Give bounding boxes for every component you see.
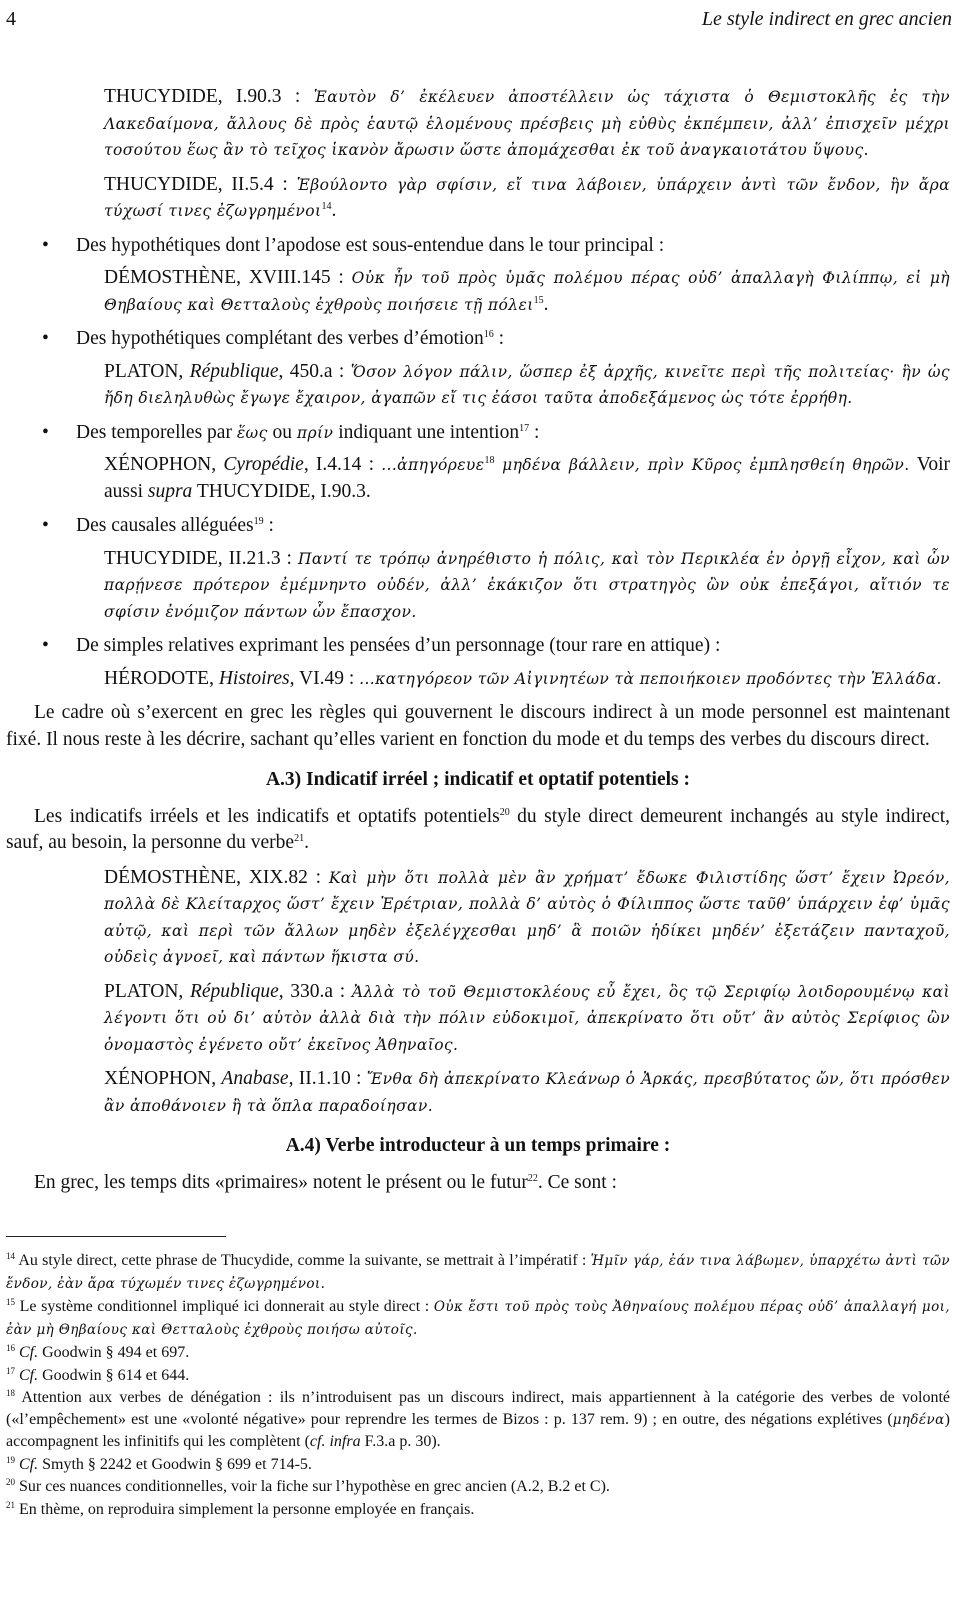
- greek-quote: Ἀλλὰ τὸ τοῦ Θεμιστοκλέους εὖ ἔχει, ὃς τῷ Σεριφίῳ λοιδορουμένῳ καὶ λέγοντι ὅτι οὐ δι’ αὑτὸν ἀλλὰ διὰ τὴν πόλιν εὐδοκιμοῖ, ἀπεκρίνατο ὅτι οὔτ’ ἂν αὐτὸς Σερίφιος ὢν ὀνομαστὸς ἐγένετο οὔτ’ ἐκεῖνος Ἀθηναῖος.: [104, 982, 950, 1054]
- supra: supra: [147, 480, 193, 502]
- author: XÉNOPHON: [104, 1068, 212, 1089]
- bullet-item: [6, 326, 950, 353]
- punct: ,: [209, 667, 219, 689]
- quote-thucydide-3: [6, 546, 950, 626]
- footnote-text: Goodwin § 494 et 697.: [38, 1344, 190, 1361]
- greek-quote: μηδένα βάλλειν, πρὶν Κῦρος ἐμπλησθείη θηρῶν.: [494, 456, 910, 474]
- footnote-ref: 22: [527, 1172, 538, 1184]
- bullet-icon: •: [42, 515, 49, 536]
- footnote-text: Goodwin § 614 et 644.: [38, 1366, 190, 1384]
- footnote-text: Attention aux verbes de dénégation : ils n’introduisent pas un discours indirect, mais appartiennent à la catégorie des verbes de volonté («l’empêchement» est une «volonté négative» pour reprendre les termes de Bizos : p. 137 rem. 9) ; en outre, des négations explétives (: [6, 1389, 950, 1428]
- punct: ,: [178, 360, 190, 382]
- work-title: République: [189, 980, 279, 1002]
- greek-word: πρίν: [296, 423, 334, 442]
- text: En grec, les temps dits «primaires» notent le présent ou le futur: [34, 1171, 528, 1193]
- reference: , 450.a :: [278, 360, 351, 382]
- footnote-text: Sur ces nuances conditionnelles, voir la fiche sur l’hypothèse en grec ancien (A.2, B.2 et C).: [15, 1478, 610, 1495]
- author: HÉRODOTE: [104, 667, 210, 689]
- author: XÉNOPHON: [104, 454, 212, 475]
- running-title: Le style indirect en grec ancien: [701, 8, 952, 30]
- footnote-text: Smyth § 2242 et Goodwin § 699 et 714-5.: [38, 1455, 312, 1473]
- author: THUCYDIDE: [104, 547, 218, 569]
- author: DÉMOSTHÈNE: [104, 267, 237, 288]
- bullet-text: Des temporelles par: [76, 421, 237, 443]
- page-header: [6, 8, 952, 34]
- greek-quote: Ἔνθα δὴ ἀπεκρίνατο Κλεάνωρ ὁ Ἀρκάς, πρεσβύτατος ὤν, ὅτι πρόσθεν ἂν ἀποθάνοιεν ἢ τὰ ὅπλα παραδοίησαν.: [104, 1070, 951, 1115]
- footnote-divider: [6, 1236, 226, 1237]
- bullet-icon: •: [42, 234, 49, 256]
- greek-quote: Ἑαυτὸν δ’ ἐκέλευεν ἀποστέλλειν ὡς τάχιστα ὁ Θεμιστοκλῆς ἐς τὴν Λακεδαίμονα, ἄλλους δὲ πρὸς ἑαυτῷ ἑλομένους πρέσβεις μὴ εὐθὺς ἐκπέμπειν, ἀλλ’ ἐπισχεῖν μέχρι τοσούτου ἕως ἂν τὸ τεῖχος ἱκανὸν ἄρωσιν ὥστε ἀπομάχεσθαι ἐκ τοῦ ἀναγκαιοτάτου ὕψους.: [104, 88, 950, 159]
- footnote-ref: 14: [321, 201, 332, 212]
- footnote-18: [6, 1387, 950, 1453]
- greek-quote: Οὐκ ἔστι τοῦ πρὸς τοὺς Ἀθηναίους πολέμου πέρας οὐδ’ ἀπαλλαγή μοι, ἐὰν μὴ Θηβαίους καὶ Θετταλοὺς ἐχθροὺς ποιήσω αὐτοῖς.: [6, 1299, 950, 1338]
- footnote-15: [6, 1296, 950, 1341]
- punct: :: [263, 515, 274, 536]
- punct: :: [493, 328, 505, 349]
- footnote-ref: 17: [519, 422, 530, 434]
- footnote-text: Au style direct, cette phrase de Thucydide, comme la suivante, se mettrait à l’impératif :: [15, 1252, 591, 1269]
- quote-herodote-1: [6, 666, 950, 693]
- cf: Cf.: [19, 1455, 39, 1473]
- greek-quote: ...ἀπηγόρευε: [381, 456, 485, 474]
- bullet-item: [6, 233, 950, 260]
- bullet-text: Des hypothétiques dont l’apodose est sous-entendue dans le tour principal :: [76, 234, 665, 256]
- reference: , XVIII.145 :: [236, 267, 352, 288]
- footnote-ref: 19: [253, 516, 264, 527]
- text: du style direct demeurent inchangés au style indirect, sauf, au besoin, la personne du verbe: [6, 805, 950, 853]
- author: THUCYDIDE: [104, 86, 218, 107]
- footnotes: [6, 1250, 950, 1521]
- punct: ,: [211, 1068, 222, 1089]
- bullet-icon: •: [42, 421, 49, 443]
- quote-demosthene-1: [6, 265, 950, 318]
- quote-platon-2: [6, 979, 950, 1059]
- footnote-number: 20: [6, 1477, 15, 1487]
- text: . Ce sont :: [537, 1171, 617, 1193]
- footnote-number: 19: [6, 1454, 15, 1465]
- text: Voir aussi: [104, 454, 950, 502]
- author: DÉMOSTHÈNE: [104, 866, 237, 888]
- quote-thucydide-1: [6, 84, 950, 164]
- reference: , I.90.3.: [310, 480, 371, 502]
- reference: , II.5.4 :: [217, 173, 297, 195]
- footnote-number: 15: [6, 1297, 15, 1307]
- greek-word: μηδένα: [892, 1411, 945, 1428]
- reference: , II.21.3 :: [217, 547, 298, 569]
- greek-quote: Ὅσον λόγον πάλιν, ὥσπερ ἐξ ἀρχῆς, κινεῖτε περὶ τῆς πολιτείας· ἣν ὡς ἤδη διεληλυθὼς ἔγωγε ἔχαιρον, ἀγαπῶν εἴ τις ἐάσοι ταῦτα ἀποδεξάμενος ὡς τότε ἐρρήθη.: [104, 362, 950, 407]
- page-number: 4: [6, 8, 16, 30]
- greek-quote: Ἐβούλοντο γὰρ σφίσιν, εἴ τινα λάβοιεν, ὑπάρχειν ἀντὶ τῶν ἔνδον, ἢν ἄρα τύχωσί τινες ἐζωγρημένοι: [104, 175, 950, 220]
- work-title: Anabase: [221, 1068, 289, 1089]
- section-heading-a4: A.4) Verbe introducteur à un temps primaire :: [285, 1135, 671, 1156]
- cf: Cf.: [19, 1366, 39, 1384]
- footnote-number: 17: [6, 1365, 15, 1376]
- footnote-ref: 18: [484, 455, 495, 466]
- quote-thucydide-2: [6, 172, 950, 225]
- footnote-number: 21: [6, 1499, 15, 1510]
- author: PLATON: [104, 360, 179, 382]
- punct: .: [543, 293, 549, 315]
- footnote-text: F.3.a p. 30).: [360, 1433, 441, 1450]
- footnote-text: ) accompagnent les infinitifs qui les complètent (: [6, 1410, 950, 1450]
- footnote-17: [6, 1365, 950, 1387]
- bullet-item: [6, 633, 950, 660]
- quote-xenophon-1: [6, 452, 950, 505]
- footnote-ref: 16: [483, 329, 494, 340]
- footnote-21: [6, 1499, 950, 1521]
- quote-xenophon-2: [6, 1066, 950, 1119]
- reference: , II.1.10 :: [288, 1068, 367, 1089]
- footnote-number: 14: [6, 1251, 15, 1261]
- greek-quote: Ἡμῖν γάρ, ἐάν τινα λάβωμεν, ὑπαρχέτω ἀντὶ τῶν ἔνδον, ἐὰν ἄρα τύχωμέν τινες ἐζωγρημένοι.: [6, 1253, 950, 1292]
- footnote-20: [6, 1476, 950, 1498]
- greek-quote: ...κατηγόρεον τῶν Αἰγινητέων τὰ πεποιήκοιεν προδόντες τὴν Ἑλλάδα.: [359, 669, 942, 688]
- bullet-text: ou: [267, 421, 297, 443]
- paragraph-3: [6, 1170, 950, 1197]
- bullet-text: De simples relatives exprimant les pensées d’un personnage (tour rare en attique) :: [76, 635, 721, 656]
- footnote-ref: 20: [499, 806, 510, 818]
- main-text: [6, 84, 950, 1204]
- footnote-16: [6, 1342, 950, 1364]
- punct: .: [331, 200, 337, 221]
- greek-quote: Οὐκ ἦν τοῦ πρὸς ὑμᾶς πολέμου πέρας οὐδ’ ἀπαλλαγὴ Φιλίππῳ, εἰ μὴ Θηβαίους καὶ Θετταλοὺς ἐχθροὺς ποιήσειε τῇ πόλει: [104, 269, 950, 314]
- footnote-number: 18: [6, 1388, 15, 1398]
- reference: , 330.a :: [278, 980, 352, 1002]
- bullet-item: [6, 513, 950, 540]
- work-title: République: [189, 360, 279, 382]
- author: THUCYDIDE: [104, 173, 218, 195]
- author: THUCYDIDE: [192, 480, 311, 502]
- cf: cf. infra: [309, 1433, 361, 1450]
- paragraph-2: [6, 804, 950, 857]
- cf: Cf.: [19, 1344, 39, 1361]
- reference: , VI.49 :: [289, 667, 360, 689]
- paragraph-1: Le cadre où s’exercent en grec les règles qui gouvernent le discours indirect à un mode personnel est maintenant fixé. Il nous reste à les décrire, sachant qu’elles varient en fonction du mode et du temps des verbes du discours direct.: [6, 702, 950, 750]
- quote-platon-1: [6, 359, 950, 412]
- punct: ,: [178, 980, 190, 1002]
- bullet-text: indiquant une intention: [333, 421, 520, 443]
- footnote-ref: 21: [294, 833, 305, 844]
- bullet-icon: •: [42, 635, 49, 656]
- reference: , I.4.14 :: [303, 454, 382, 475]
- greek-quote: Καὶ μὴν ὅτι πολλὰ μὲν ἂν χρήματ’ ἔδωκε Φιλιστίδης ὥστ’ ἔχειν Ὠρεόν, πολλὰ δὲ Κλείταρχος ὥστ’ ἔχειν Ἐρέτριαν, πολλὰ δ’ αὐτὸς ὁ Φίλιππος ὥστε ταῦθ’ ὑπάρχειν ἐφ’ ὑμᾶς αὐτῷ, καὶ περὶ τῶν ἄλλων μηδὲν ἐξελέγχεσθαι μηδ’ ἃ ποιῶν ἠδίκει μηδέν’ ἐξετάζειν πανταχοῦ, οὐδεὶς ἀγνοεῖ, καὶ πάντων ἥκιστα σύ.: [104, 868, 950, 966]
- footnote-14: [6, 1250, 950, 1295]
- work-title: Cyropédie: [223, 454, 304, 475]
- greek-word: ἕως: [236, 423, 268, 442]
- footnote-19: [6, 1454, 950, 1476]
- reference: , I.90.3 :: [217, 86, 314, 107]
- bullet-text: Des hypothétiques complétant des verbes d’émotion: [76, 328, 484, 349]
- author: PLATON: [104, 980, 179, 1002]
- bullet-item: [6, 420, 950, 447]
- section-heading-a3: A.3) Indicatif irréel ; indicatif et optatif potentiels :: [265, 769, 691, 790]
- punct: .: [304, 832, 309, 853]
- footnote-text: Le système conditionnel impliqué ici donnerait au style direct :: [15, 1298, 434, 1315]
- footnote-ref: 15: [533, 294, 544, 306]
- text: Les indicatifs irréels et les indicatifs et optatifs potentiels: [34, 805, 500, 827]
- reference: , XIX.82 :: [236, 866, 329, 888]
- punct: ,: [211, 454, 224, 475]
- footnote-text: En thème, on reproduira simplement la personne employée en français.: [15, 1500, 475, 1518]
- bullet-icon: •: [42, 328, 49, 349]
- punct: :: [529, 421, 540, 443]
- greek-quote: Παντί τε τρόπῳ ἀνηρέθιστο ἡ πόλις, καὶ τὸν Περικλέα ἐν ὀργῇ εἶχον, καὶ ὧν παρῄνεσε πρότερον ἐμέμνηντο οὐδέν, ἀλλ’ ἐκάκιζον ὅτι στρατηγὸς ὢν οὐκ ἐπεξάγοι, αἴτιόν τε σφίσιν ἐνόμιζον πάντων ὧν ἔπασχον.: [104, 549, 950, 621]
- quote-demosthene-2: [6, 865, 950, 971]
- bullet-text: Des causales alléguées: [76, 515, 254, 536]
- footnote-number: 16: [6, 1343, 15, 1353]
- work-title: Histoires: [218, 667, 290, 689]
